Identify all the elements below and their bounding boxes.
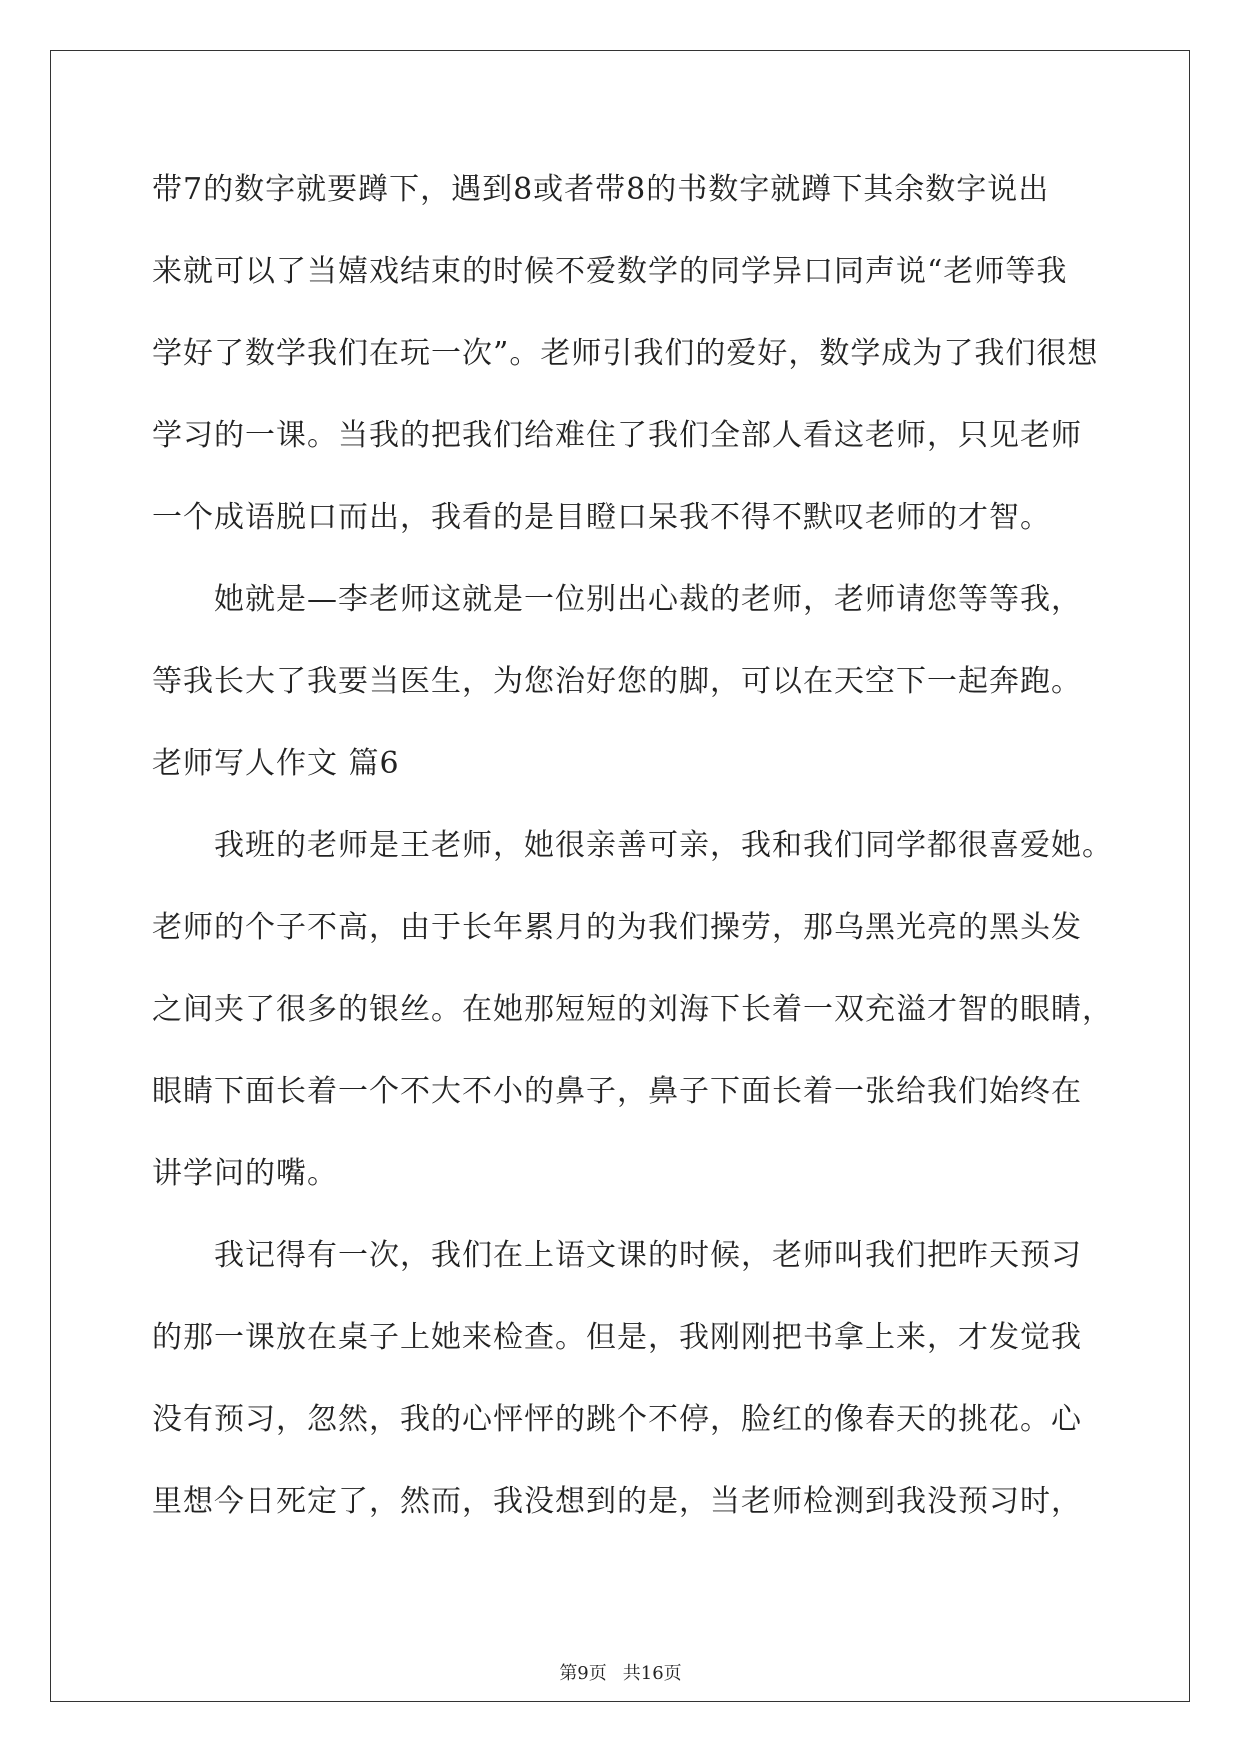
text-line-14: 我记得有一次，我们在上语文课的时候，老师叫我们把昨天预习 [214, 1238, 1082, 1273]
text-line-3: 学好了数学我们在玩一次”。老师引我们的爱好，数学成为了我们很想 [152, 336, 1099, 371]
page-number: 第9页 [559, 1663, 607, 1684]
text-line-11: 之间夹了很多的银丝。在她那短短的刘海下长着一双充溢才智的眼睛， [152, 992, 1113, 1027]
page-total: 共16页 [622, 1663, 682, 1684]
text-line-13: 讲学问的嘴。 [152, 1156, 338, 1191]
section-heading: 老师写人作文 篇6 [152, 746, 400, 781]
text-line-4: 学习的一课。当我的把我们给难住了我们全部人看这老师，只见老师 [152, 418, 1082, 453]
text-line-7: 等我长大了我要当医生，为您治好您的脚，可以在天空下一起奔跑。 [152, 664, 1082, 699]
text-line-9: 我班的老师是王老师，她很亲善可亲，我和我们同学都很喜爱她。 [214, 828, 1113, 863]
text-line-10: 老师的个子不高，由于长年累月的为我们操劳，那乌黑光亮的黑头发 [152, 910, 1082, 945]
text-line-12: 眼睛下面长着一个不大不小的鼻子，鼻子下面长着一张给我们始终在 [152, 1074, 1082, 1109]
text-line-2: 来就可以了当嬉戏结束的时候不爱数学的同学异口同声说“老师等我 [152, 254, 1068, 289]
text-line-15: 的那一课放在桌子上她来检查。但是，我刚刚把书拿上来，才发觉我 [152, 1320, 1082, 1355]
text-line-17: 里想今日死定了，然而，我没想到的是，当老师检测到我没预习时， [152, 1484, 1082, 1519]
text-line-6: 她就是—李老师这就是一位别出心裁的老师，老师请您等等我， [214, 582, 1082, 617]
page-border [50, 50, 1190, 1702]
text-line-1: 带7的数字就要蹲下，遇到8或者带8的书数字就蹲下其余数字说出 [152, 172, 1050, 207]
page-footer [0, 1662, 1241, 1686]
text-line-16: 没有预习，忽然，我的心怦怦的跳个不停，脸红的像春天的挑花。心 [152, 1402, 1082, 1437]
text-line-5: 一个成语脱口而出，我看的是目瞪口呆我不得不默叹老师的才智。 [152, 500, 1051, 535]
